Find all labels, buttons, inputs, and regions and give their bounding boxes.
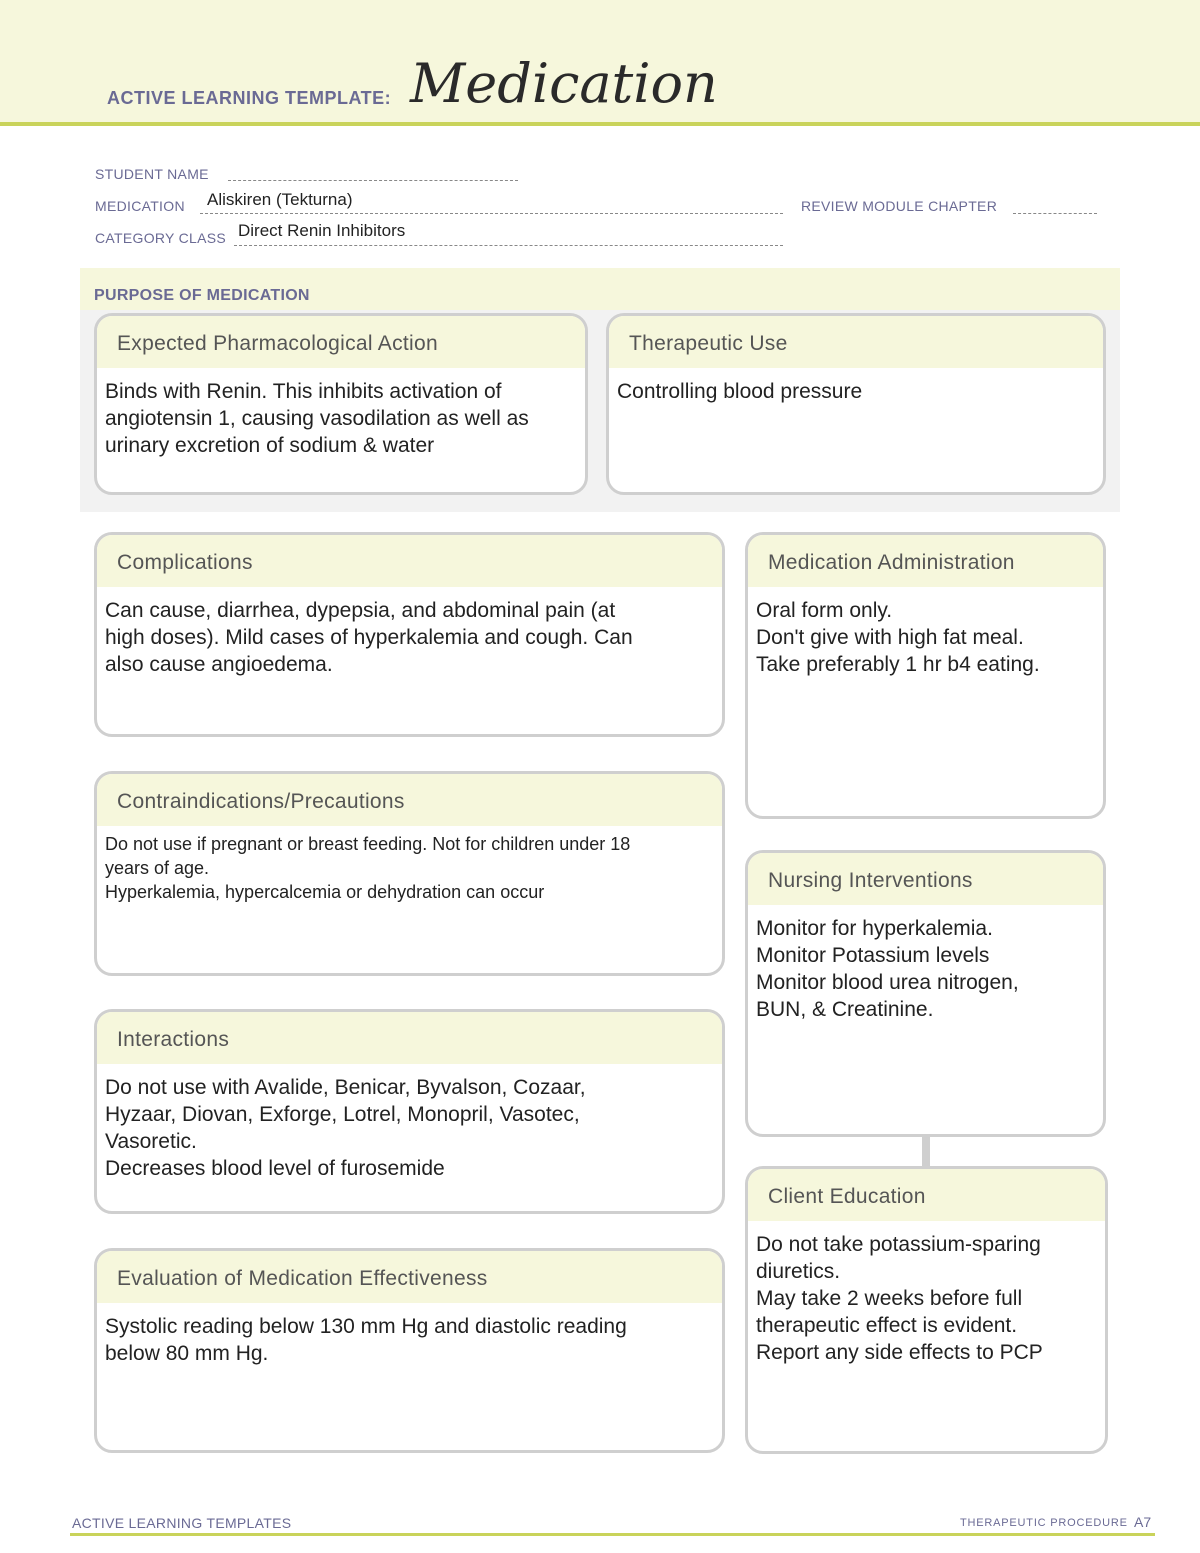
complications-box bbox=[94, 532, 725, 737]
template-label: ACTIVE LEARNING TEMPLATE: bbox=[107, 88, 392, 108]
evaluation-box bbox=[94, 1248, 725, 1453]
medication-field[interactable] bbox=[200, 213, 783, 214]
student-name-label: STUDENT NAME bbox=[95, 166, 209, 182]
medication-administration-box bbox=[745, 532, 1106, 819]
evaluation-text: Systolic reading below 130 mm Hg and diastolic reading below 80 mm Hg. bbox=[105, 1315, 627, 1365]
review-module-field[interactable] bbox=[1013, 213, 1097, 214]
category-class-value: Direct Renin Inhibitors bbox=[238, 221, 406, 240]
box-connector bbox=[922, 1134, 930, 1168]
client-education-text: Do not take potassium-sparing diuretics. May take 2 weeks before full therapeutic effect is evident. Report any side effects to PCP bbox=[756, 1233, 1043, 1364]
category-class-label: CATEGORY CLASS bbox=[95, 230, 227, 246]
contraindications-text: Do not use if pregnant or breast feeding. Not for children under 18 years of age. Hyperkalemia, hypercalcemia or dehydration can occur bbox=[105, 834, 631, 902]
footer-rule bbox=[70, 1533, 1155, 1536]
expected-action-title: Expected Pharmacological Action bbox=[97, 316, 585, 368]
interactions-text: Do not use with Avalide, Benicar, Byvalson, Cozaar, Hyzaar, Diovan, Exforge, Lotrel, Monopril, Vasotec, Vasoretic. Decreases blood level of furosemide bbox=[105, 1076, 586, 1180]
complications-text: Can cause, diarrhea, dypepsia, and abdominal pain (at high doses). Mild cases of hyperkalemia and cough. Can also cause angioedema. bbox=[105, 599, 633, 676]
therapeutic-use-box bbox=[606, 313, 1106, 495]
interactions-box bbox=[94, 1009, 725, 1214]
nursing-interventions-title: Nursing Interventions bbox=[748, 853, 1103, 905]
interactions-title: Interactions bbox=[97, 1012, 722, 1064]
contraindications-title: Contraindications/Precautions bbox=[97, 774, 722, 826]
footer-right-label: THERAPEUTIC PROCEDURE bbox=[960, 1517, 1128, 1529]
category-class-field[interactable] bbox=[234, 245, 783, 246]
nursing-interventions-box bbox=[745, 850, 1106, 1137]
purpose-label: PURPOSE OF MEDICATION bbox=[94, 287, 310, 304]
evaluation-title: Evaluation of Medication Effectiveness bbox=[97, 1251, 722, 1303]
review-module-label: REVIEW MODULE CHAPTER bbox=[801, 198, 998, 214]
medication-label: MEDICATION bbox=[95, 198, 185, 214]
contraindications-box bbox=[94, 771, 725, 976]
client-education-box bbox=[745, 1166, 1108, 1454]
expected-action-box bbox=[94, 313, 588, 495]
medication-administration-title: Medication Administration bbox=[748, 535, 1103, 587]
page-title: Medication bbox=[410, 52, 718, 115]
therapeutic-use-text: Controlling blood pressure bbox=[617, 380, 863, 403]
footer-page-number: A7 bbox=[1134, 1514, 1152, 1530]
client-education-title: Client Education bbox=[748, 1169, 1105, 1221]
expected-action-text: Binds with Renin. This inhibits activation of angiotensin 1, causing vasodilation as well as urinary excretion of sodium & water bbox=[105, 380, 529, 457]
nursing-interventions-text: Monitor for hyperkalemia. Monitor Potassium levels Monitor blood urea nitrogen, BUN, & Creatinine. bbox=[756, 917, 1019, 1021]
complications-title: Complications bbox=[97, 535, 722, 587]
footer-left-label: ACTIVE LEARNING TEMPLATES bbox=[72, 1515, 292, 1531]
student-name-field[interactable] bbox=[228, 180, 518, 181]
therapeutic-use-title: Therapeutic Use bbox=[609, 316, 1103, 368]
medication-administration-text: Oral form only. Don't give with high fat meal. Take preferably 1 hr b4 eating. bbox=[756, 599, 1040, 676]
medication-value: Aliskiren (Tekturna) bbox=[207, 190, 353, 209]
